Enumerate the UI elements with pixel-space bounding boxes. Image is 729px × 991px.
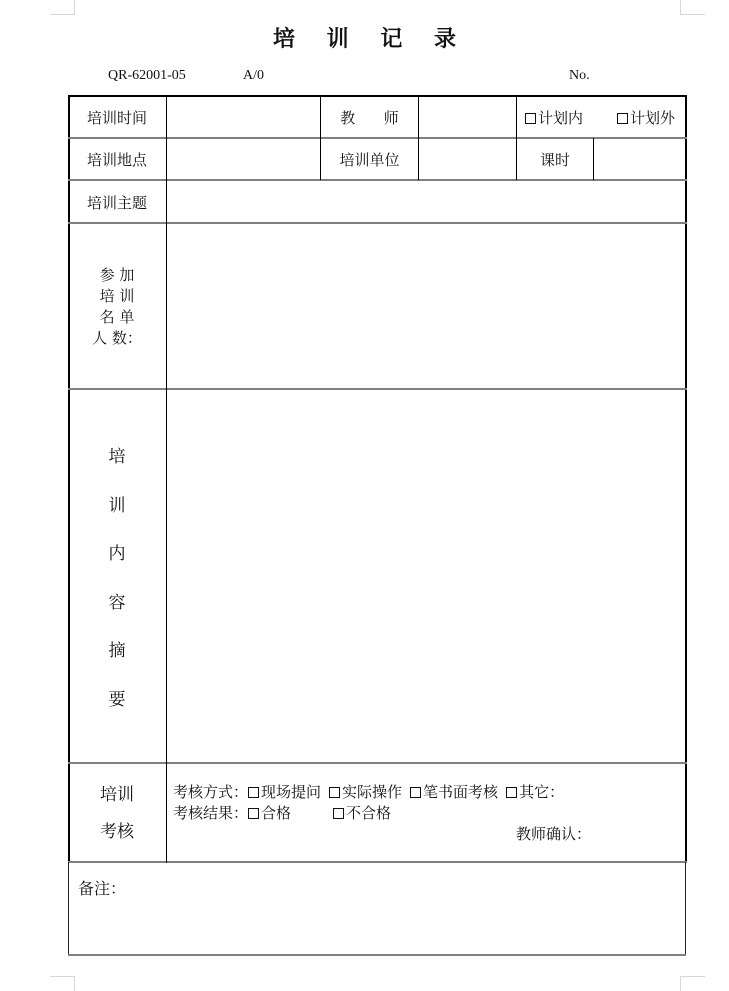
content-summary-field[interactable]	[167, 390, 685, 762]
checkbox-icon	[506, 787, 517, 798]
training-location-field[interactable]	[167, 139, 320, 180]
checkbox-icon	[329, 787, 340, 798]
training-topic-field[interactable]	[167, 181, 685, 223]
form-code: QR-62001-05	[108, 68, 186, 83]
teacher-confirm: 教师确认：	[516, 825, 592, 843]
checkbox-icon	[617, 113, 628, 124]
method-written-checkbox[interactable]: 笔书面考核	[410, 783, 498, 801]
page-corner-mark	[680, 976, 705, 991]
remarks-label: 备注：	[78, 881, 127, 898]
teacher-field[interactable]	[419, 97, 516, 138]
assessment-label: 培训 考核	[100, 784, 134, 841]
plan-out-checkbox[interactable]: 计划外	[617, 107, 675, 128]
remarks-border-bottom	[68, 954, 686, 956]
result-fail-checkbox[interactable]: 不合格	[333, 804, 391, 822]
checkbox-icon	[410, 787, 421, 798]
checkbox-icon	[248, 787, 259, 798]
training-time-label: 培训时间	[86, 109, 147, 127]
assessment-content	[173, 782, 678, 845]
assessment-method-line: 考核方式： 现场提问 实际操作 笔书面考核 其它：	[173, 783, 565, 801]
revision: A/0	[243, 68, 264, 83]
training-time-field[interactable]	[167, 97, 320, 138]
content-summary-label: 培 训 内 容 摘 要	[108, 447, 126, 709]
page-corner-mark	[50, 0, 75, 15]
attendees-field[interactable]	[167, 224, 685, 388]
result-pass-checkbox[interactable]: 合格	[248, 804, 291, 822]
method-practical-checkbox[interactable]: 实际操作	[329, 783, 402, 801]
plan-in-checkbox[interactable]: 计划内	[525, 107, 583, 128]
checkbox-icon	[525, 113, 536, 124]
remarks-field[interactable]	[68, 862, 686, 956]
hours-field[interactable]	[594, 139, 685, 180]
page-corner-mark	[50, 976, 75, 991]
hours-label: 课时	[539, 151, 570, 169]
attendees-label: 参 加 培 训 名 单 人 数：	[92, 265, 142, 347]
table-border-right	[685, 96, 687, 863]
assessment-result-line: 考核结果： 合格 不合格	[173, 804, 392, 822]
method-onsite-question-checkbox[interactable]: 现场提问	[248, 783, 321, 801]
training-topic-label: 培训主题	[86, 193, 147, 212]
number-label: No.	[569, 68, 590, 83]
document-title: 培 训 记 录	[273, 27, 468, 52]
training-unit-field[interactable]	[419, 139, 516, 180]
checkbox-icon	[333, 808, 344, 819]
checkbox-icon	[248, 808, 259, 819]
teacher-label: 教 师	[340, 109, 399, 127]
training-location-label: 培训地点	[86, 151, 147, 169]
method-other-checkbox[interactable]: 其它：	[506, 783, 564, 801]
page-corner-mark	[680, 0, 705, 15]
training-unit-label: 培训单位	[339, 151, 400, 169]
